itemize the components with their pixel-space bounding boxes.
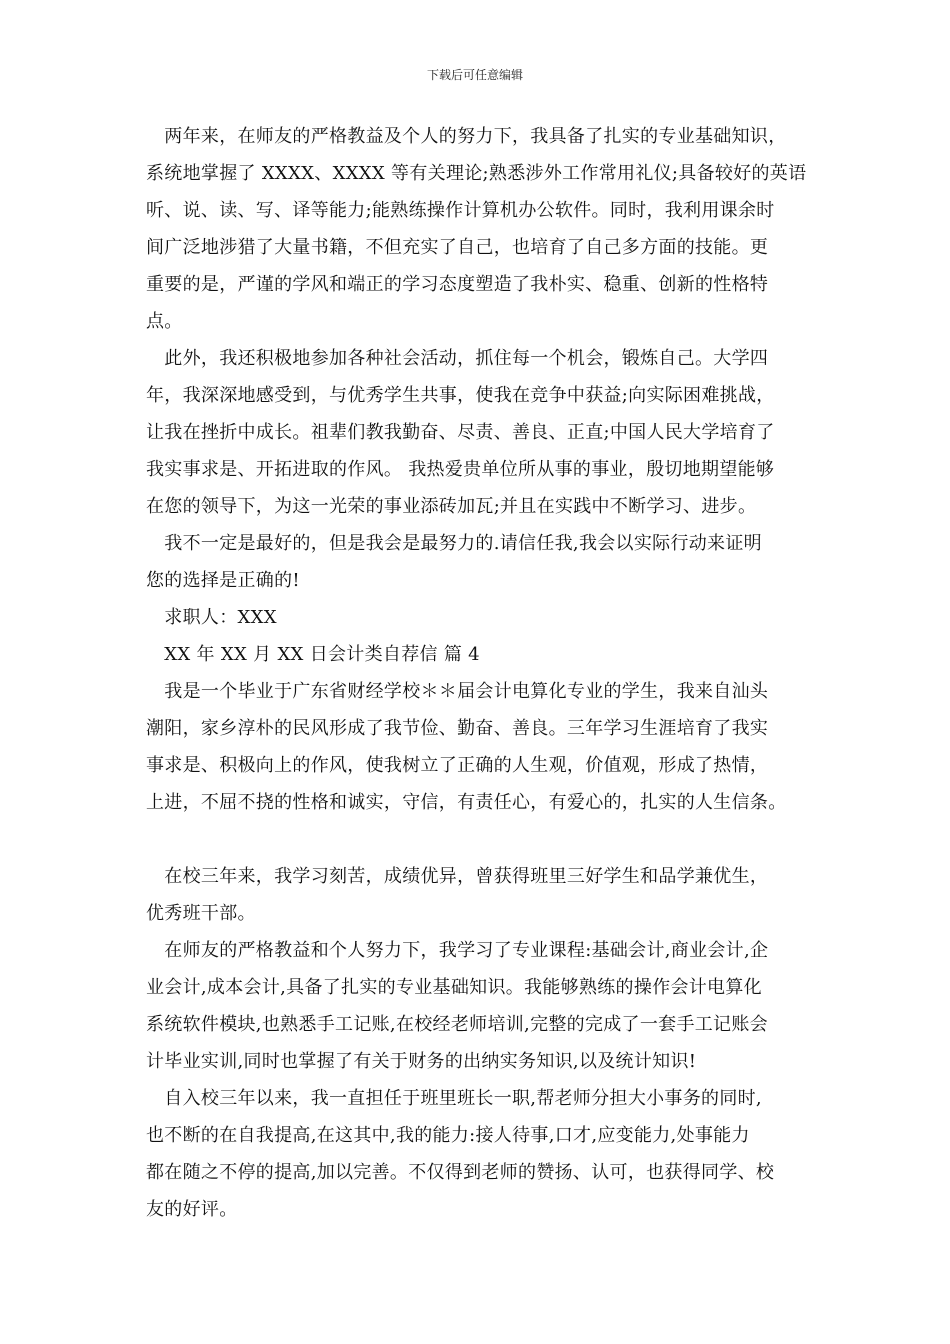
text-line: 在您的领导下，为这一光荣的事业添砖加瓦;并且在实践中不断学习、进步。 xyxy=(146,496,757,517)
text-line: 我实事求是、开拓进取的作风。 我热爱贵单位所从事的事业，殷切地期望能够 xyxy=(146,459,775,480)
text-line: 听、说、读、写、译等能力;能熟练操作计算机办公软件。同时，我利用课余时 xyxy=(146,200,775,221)
blank-line xyxy=(146,821,822,858)
text-line: 让我在挫折中成长。祖辈们教我勤奋、尽责、善良、正直;中国人民大学培育了 xyxy=(146,422,775,443)
text-line: 事求是、积极向上的作风，使我树立了正确的人生观，价值观，形成了热情， xyxy=(146,755,769,776)
text-line: 我不一定是最好的，但是我会是最努力的.请信任我,我会以实际行动来证明 xyxy=(146,533,762,554)
text-line: 上进，不屈不挠的性格和诚实，守信，有责任心，有爱心的，扎实的人生信条。 xyxy=(146,792,787,813)
text-line: 优秀班干部。 xyxy=(146,903,256,924)
text-line: 两年来，在师友的严格教益及个人的努力下，我具备了扎实的专业基础知识， xyxy=(146,126,787,147)
text-line: 您的选择是正确的! xyxy=(146,570,300,591)
text-line: 系统软件模块,也熟悉手工记账,在校经老师培训,完整的完成了一套手工记账会 xyxy=(146,1014,768,1035)
text-line: XX 年 XX 月 XX 日会计类自荐信 篇 4 xyxy=(146,644,480,665)
text-line: 重要的是，严谨的学风和端正的学习态度塑造了我朴实、稳重、创新的性格特 xyxy=(146,274,769,295)
text-line: 业会计,成本会计,具备了扎实的专业基础知识。我能够熟练的操作会计电算化 xyxy=(146,977,762,998)
text-line: 计毕业实训,同时也掌握了有关于财务的出纳实务知识,以及统计知识! xyxy=(146,1051,697,1072)
document-body xyxy=(146,118,822,1228)
text-line: 求职人：XXX xyxy=(146,607,277,628)
text-line: 潮阳，家乡淳朴的民风形成了我节俭、勤奋、善良。三年学习生涯培育了我实 xyxy=(146,718,769,739)
text-line: 我是一个毕业于广东省财经学校＊＊届会计电算化专业的学生，我来自汕头 xyxy=(146,681,769,702)
text-line: 点。 xyxy=(146,311,183,332)
text-line: 系统地掌握了 XXXX、XXXX 等有关理论;熟悉涉外工作常用礼仪;具备较好的英语 xyxy=(146,163,807,184)
text-line: 间广泛地涉猎了大量书籍，不但充实了自己，也培育了自己多方面的技能。更 xyxy=(146,237,769,258)
text-line: 自入校三年以来，我一直担任于班里班长一职,帮老师分担大小事务的同时, xyxy=(146,1088,762,1109)
page-header: 下载后可任意编辑 xyxy=(426,68,523,82)
text-line: 在校三年来，我学习刻苦，成绩优异，曾获得班里三好学生和品学兼优生， xyxy=(146,866,769,887)
text-line: 都在随之不停的提高,加以完善。不仅得到老师的赞扬、认可，也获得同学、校 xyxy=(146,1162,775,1183)
text-line: 也不断的在自我提高,在这其中,我的能力:接人待事,口才,应变能力,处事能力 xyxy=(146,1125,750,1146)
text-line: 在师友的严格教益和个人努力下，我学习了专业课程:基础会计,商业会计,企 xyxy=(146,940,769,961)
text-line: 此外，我还积极地参加各种社会活动，抓住每一个机会，锻炼自己。大学四 xyxy=(146,348,769,369)
text-line: 友的好评。 xyxy=(146,1199,238,1220)
text-line: 年，我深深地感受到，与优秀学生共事，使我在竞争中获益;向实际困难挑战， xyxy=(146,385,775,406)
